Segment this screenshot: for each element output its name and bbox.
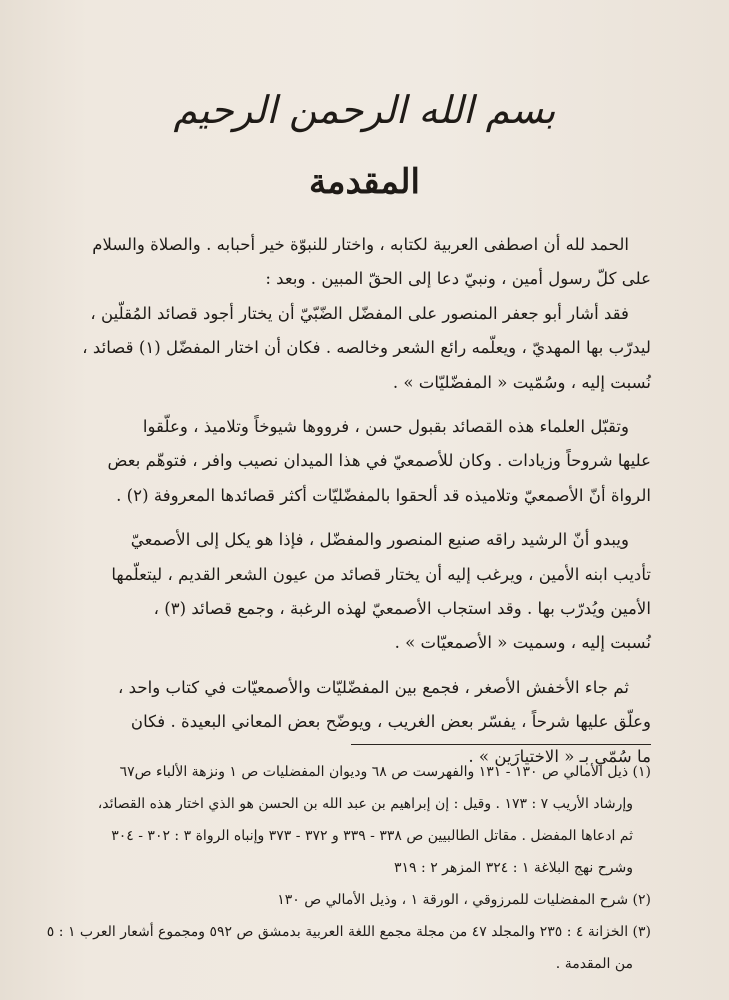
footnote-1-line-2: وإرشاد الأريب ٧ : ١٧٣ . وقيل : إن إبراهيم بن عبد الله بن الحسن هو الذي اختار هذه القصائد، [97, 796, 633, 812]
paragraph-1-line-2: على كلّ رسول أمين ، ونبيّ دعا إلى الحقّ المبين . وبعد : [265, 269, 651, 289]
paragraph-5-line-1: ثم جاء الأخفش الأصغر ، فجمع بين المفضّليّات والأصمعيّات في كتاب واحد ، [118, 677, 629, 697]
footnotes [31, 756, 651, 980]
paragraph-4-line-3: الأمين ويُدرّب بها . وقد استجاب الأصمعيّ لهذه الرغبة ، وجمع قصائد (٣) ، [153, 599, 651, 619]
paragraph-4-line-2: تأديب ابنه الأمين ، ويرغب إليه أن يختار قصائد من عيون الشعر القديم ، ليتعلّمها [111, 564, 651, 584]
main-text [41, 228, 651, 774]
footnote-2-line-1: (٢) شرح المفضليات للمرزوقي ، الورقة ١ ، وذيل الأمالي ص ١٣٠ [277, 892, 651, 908]
paragraph-3-line-3: الرواة أنّ الأصمعيّ وتلاميذه قد ألحقوا بالمفضّليّات أكثر قصائدها المعروفة (٢) . [116, 485, 651, 505]
footnote-3-line-1: (٣) الخزانة ٤ : ٢٣٥ والمجلد ٤٧ من مجلة مجمع اللغة العربية بدمشق ص ٥٩٢ ومجموع أشعار العرب ١ : ٥ [46, 924, 651, 940]
paragraph-3-line-1: وتقبّل العلماء هذه القصائد بقبول حسن ، فرووها شيوخاً وتلاميذ ، وعلّقوا [142, 417, 629, 437]
paragraph-4-line-1: ويبدو أنّ الرشيد راقه صنيع المنصور والمفضّل ، فإذا هو يكل إلى الأصمعيّ [130, 530, 629, 550]
paragraph-5-line-2: وعلّق عليها شرحاً ، يفسّر بعض الغريب ، ويوضّح بعض المعاني البعيدة . فكان [130, 712, 651, 732]
paragraph-2-line-3: نُسبت إليه ، وسُمّيت « المفضّليّات » . [392, 372, 651, 392]
footnote-3-line-2: من المقدمة . [555, 956, 633, 972]
basmala-heading: بسم الله الرحمن الرحيم [173, 88, 556, 132]
paragraph-3-line-2: عليها شروحاً وزيادات . وكان للأصمعيّ في هذا الميدان نصيب وافر ، فتوهّم بعض [107, 451, 651, 471]
paragraph-5-line-3: ما سُمّي بـ « الاختيارَين » . [468, 746, 651, 766]
footnote-divider [351, 744, 651, 745]
paragraph-1-line-1: الحمد لله أن اصطفى العربية لكتابه ، واختار للنبوّة خير أحبابه . والصلاة والسلام [92, 235, 629, 254]
footnote-1-line-4: وشرح نهج البلاغة ١ : ٣٢٤ المزهر ٢ : ٣١٩ [394, 860, 633, 876]
paragraph-4-line-4: نُسبت إليه ، وسميت « الأصمعيّات » . [394, 633, 651, 653]
paragraph-2-line-2: ليدرّب بها المهديّ ، ويعلّمه رائع الشعر وخالصه . فكان أن اختار المفضّل (١) قصائد ، [82, 338, 651, 358]
paragraph-2-line-1: فقد أشار أبو جعفر المنصور على المفضّل الضّبّيّ أن يختار أجود قصائد المُقلّين ، [90, 303, 629, 323]
footnote-1-line-1: (١) ذيل الأمالي ص ١٣٠ - ١٣١ والفهرست ص ٦٨ وديوان المفضليات ص ١ ونزهة الألباء ص٦٧ [119, 764, 651, 780]
page-title: المقدمة [309, 162, 420, 202]
footnote-1-line-3: ثم ادعاها المفضل . مقاتل الطالبيين ص ٣٣٨ - ٣٣٩ و ٣٧٢ - ٣٧٣ وإنباه الرواة ٣ : ٣٠٢ - ٣٠٤ [111, 828, 633, 844]
